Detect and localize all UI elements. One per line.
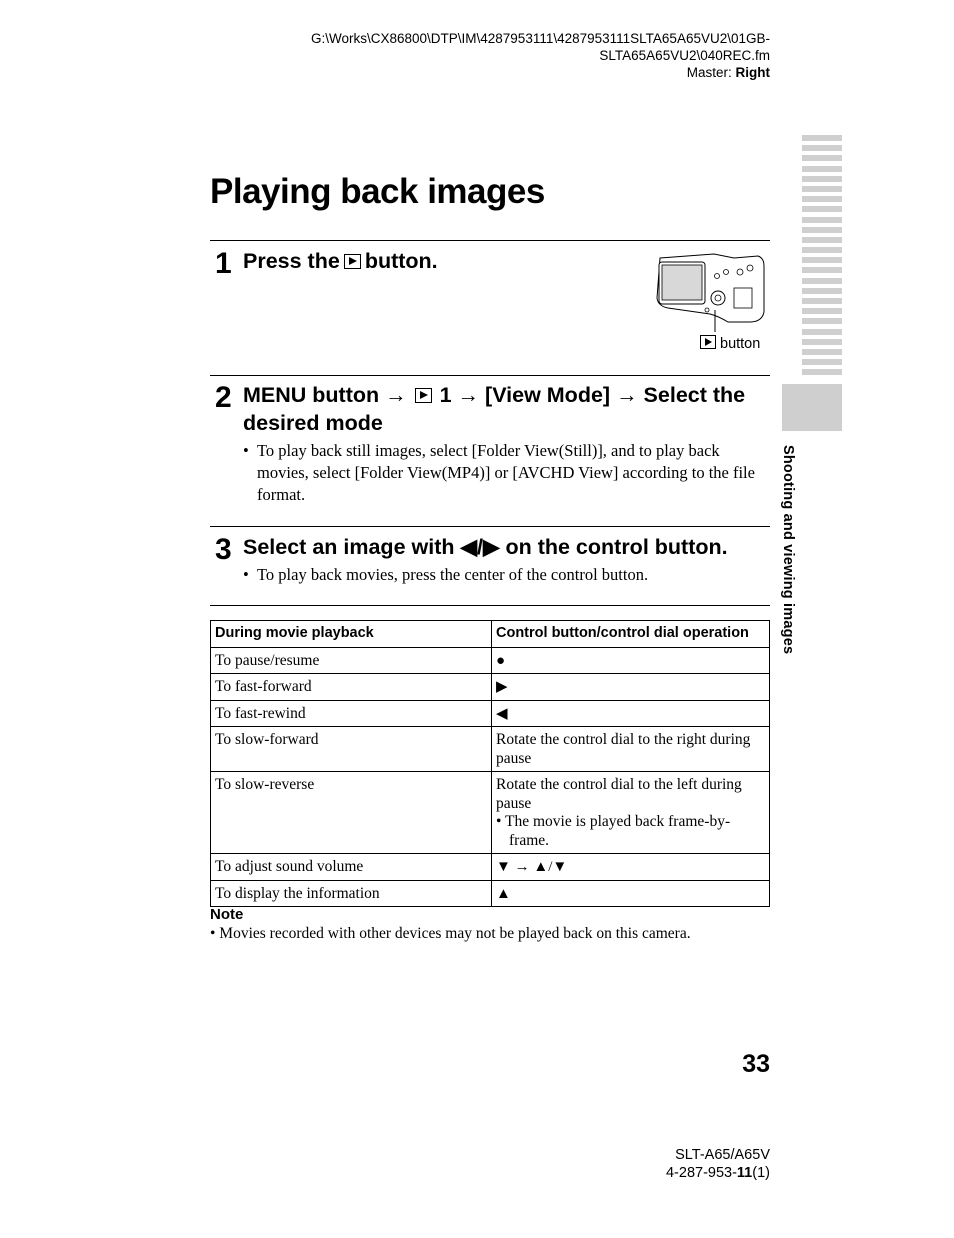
- playback-icon: [344, 254, 361, 269]
- step-2-heading-line2: desired mode: [243, 411, 383, 435]
- page-number: 33: [742, 1050, 770, 1078]
- note-text: • Movies recorded with other devices may not be played back on this camera.: [210, 925, 691, 942]
- note-label: Note: [210, 906, 244, 923]
- table-cell-operation: ▶: [492, 674, 770, 701]
- step-2-bullet-text: To play back still images, select [Folder View(Still)], and to play back movies, select [Folder View(MP4)] or [AVCHD View] according to the file format.: [257, 441, 755, 504]
- table-cell-operation: [492, 772, 770, 854]
- step-2-select: Select the: [643, 383, 746, 407]
- table-row: [211, 647, 770, 674]
- page-title: Playing back images: [210, 172, 545, 211]
- step-number: 1: [215, 247, 232, 280]
- step-2-heading: [243, 381, 763, 437]
- table-header-row: [211, 621, 770, 648]
- table-cell-operation: ◀: [492, 700, 770, 727]
- footer-code-prefix: 4-287-953-: [665, 1165, 737, 1181]
- step-2-menu-number: 1: [439, 383, 452, 407]
- divider: [210, 526, 770, 527]
- section-tab-label: Shooting and viewing images: [780, 445, 796, 655]
- step-3-bullet: • To play back movies, press the center of the control button.: [243, 565, 649, 584]
- table-cell-sub-bullet: • The movie is played back frame-by-frame.: [496, 813, 731, 849]
- footer-code-bold: 11: [736, 1165, 753, 1181]
- divider: [210, 375, 770, 376]
- playback-icon: [415, 388, 432, 403]
- master-label: Master:: [686, 65, 736, 80]
- side-tab-active: [782, 384, 842, 431]
- table-cell-action: To adjust sound volume: [211, 854, 492, 881]
- step-2-bullet: • To play back still images, select [Folder View(Still)], and to play back movies, select [Folder View(MP4)] or [AVCHD View] according to the file format.: [243, 441, 755, 504]
- table-cell-action: To pause/resume: [211, 647, 492, 674]
- table-row: [211, 727, 770, 772]
- step-3-bullet-text: To play back movies, press the center of the control button.: [257, 565, 649, 584]
- table-cell-action: To slow-forward: [211, 727, 492, 772]
- table-row: [211, 674, 770, 701]
- file-path-line2: SLTA65A65VU2\040REC.fm: [599, 48, 770, 63]
- figure-caption-text: button: [720, 336, 761, 352]
- table-cell-operation-text: Rotate the control dial to the left during pause: [496, 776, 742, 812]
- table-cell-operation: ●: [492, 647, 770, 674]
- table-row: [211, 854, 770, 881]
- table-cell-operation: ▼ → ▲/▼: [492, 854, 770, 881]
- master-value: Right: [735, 65, 770, 80]
- step-1-text-before: Press the: [243, 249, 340, 273]
- step-2-menu-button: MENU button: [243, 383, 380, 407]
- step-number: 3: [215, 533, 232, 566]
- figure-caption: [700, 335, 760, 352]
- file-path-header: [311, 30, 770, 81]
- footer-code: [666, 1164, 770, 1182]
- step-1-text-after: button.: [364, 249, 438, 273]
- master-line: [311, 64, 770, 81]
- table-row: [211, 772, 770, 854]
- camera-back-illustration: [654, 252, 766, 332]
- footer: [666, 1146, 770, 1182]
- playback-operations-table: [210, 620, 770, 907]
- side-tab-stripes: [802, 135, 842, 380]
- table-row: [211, 700, 770, 727]
- table-header-cell: Control button/control dial operation: [492, 621, 770, 648]
- file-path-line1: G:\Works\CX86800\DTP\IM\4287953111\4287953111SLTA65A65VU2\01GB-: [310, 31, 770, 46]
- arrow-icon: →: [385, 383, 407, 407]
- table-cell-action: To fast-forward: [211, 674, 492, 701]
- divider: [210, 240, 770, 241]
- table-cell-action: To slow-reverse: [211, 772, 492, 854]
- divider: [210, 605, 770, 606]
- step-2-view-mode: [View Mode]: [485, 383, 611, 407]
- arrow-icon: →: [616, 383, 638, 407]
- step-number: 2: [215, 381, 232, 414]
- table-header-cell: During movie playback: [211, 621, 492, 648]
- arrow-icon: →: [457, 383, 480, 407]
- table-cell-operation: Rotate the control dial to the right during pause: [492, 727, 770, 772]
- table-cell-action: To display the information: [211, 880, 492, 907]
- table-cell-operation: ▲: [492, 880, 770, 907]
- step-1-heading: [243, 247, 438, 275]
- footer-model: SLT-A65/A65V: [675, 1147, 770, 1163]
- footer-code-suffix: (1): [752, 1165, 770, 1181]
- table-cell-action: To fast-rewind: [211, 700, 492, 727]
- playback-icon: [700, 335, 716, 349]
- table-row: [211, 880, 770, 907]
- step-3-heading: Select an image with ◀/▶ on the control button.: [243, 535, 728, 559]
